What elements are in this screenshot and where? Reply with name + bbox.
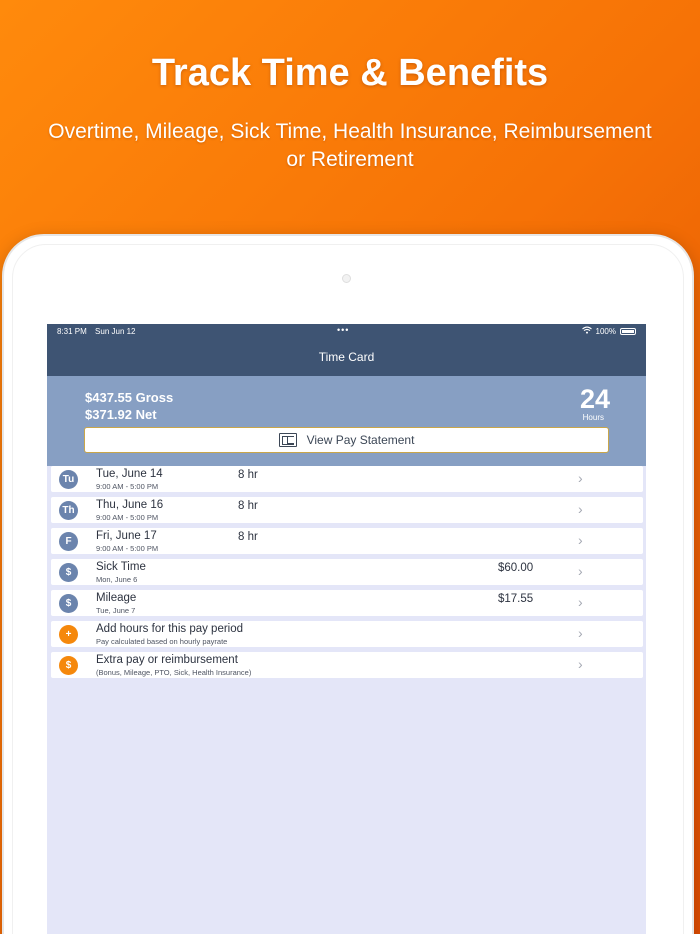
chevron-right-icon: › [578, 470, 583, 486]
app-screen [47, 324, 646, 934]
entry-title: Fri, June 17 [96, 530, 157, 542]
chevron-right-icon: › [578, 532, 583, 548]
day-badge-icon: F [59, 532, 78, 551]
entry-subtitle: Mon, June 6 [96, 575, 138, 584]
entry-subtitle: 9:00 AM - 5:00 PM [96, 544, 159, 553]
entry-title: Extra pay or reimbursement [96, 654, 238, 666]
entry-subtitle: 9:00 AM - 5:00 PM [96, 482, 159, 491]
chevron-right-icon: › [578, 563, 583, 579]
entry-hours: 8 hr [238, 531, 258, 543]
multitask-dots-icon[interactable]: ••• [337, 325, 350, 335]
status-bar [47, 324, 646, 338]
hours-label: Hours [582, 413, 604, 422]
chevron-right-icon: › [578, 625, 583, 641]
promo-headline: Track Time & Benefits [151, 52, 549, 94]
view-pay-statement-button[interactable] [84, 427, 609, 453]
pay-summary [47, 376, 646, 466]
entry-hours: 8 hr [238, 469, 258, 481]
extra-pay-button[interactable] [51, 652, 643, 678]
chevron-right-icon: › [578, 656, 583, 672]
entry-subtitle: (Bonus, Mileage, PTO, Sick, Health Insurance) [96, 668, 252, 677]
entry-title: Mileage [96, 592, 137, 604]
nav-bar [47, 338, 646, 376]
dollar-icon: $ [59, 563, 78, 582]
entry-title: Tue, June 14 [96, 468, 163, 480]
entry-title: Thu, June 16 [96, 499, 164, 511]
page-title: Time Card [318, 350, 375, 364]
dollar-icon: $ [59, 594, 78, 613]
day-badge-icon: Th [59, 501, 78, 520]
gross-pay: $437.55 Gross [85, 390, 174, 405]
list-item[interactable] [51, 528, 643, 554]
list-item[interactable] [51, 466, 643, 492]
dollar-icon: $ [59, 656, 78, 675]
camera-icon [342, 274, 351, 283]
battery-percent: 100% [595, 326, 616, 336]
entry-amount: $17.55 [498, 593, 534, 605]
battery-icon [620, 328, 636, 335]
add-hours-button[interactable] [51, 621, 643, 647]
list-item[interactable] [51, 590, 643, 616]
list-item[interactable] [51, 497, 643, 523]
chevron-right-icon: › [578, 594, 583, 610]
status-time: 8:31 PM [57, 326, 87, 336]
list-item[interactable] [51, 559, 643, 585]
plus-icon: + [59, 625, 78, 644]
day-badge-icon: Tu [59, 470, 78, 489]
hours-total: 24 [579, 384, 610, 414]
status-date: Sun Jun 12 [95, 326, 136, 336]
entry-amount: $60.00 [498, 562, 534, 574]
tablet-frame [4, 236, 692, 934]
entry-subtitle: Pay calculated based on hourly payrate [96, 637, 228, 646]
entry-title: Sick Time [96, 561, 146, 573]
wifi-icon [582, 326, 592, 336]
net-pay: $371.92 Net [85, 407, 157, 422]
promo-subline: Overtime, Mileage, Sick Time, Health Insurance, Reimbursement or Retirement [48, 120, 652, 171]
entry-subtitle: Tue, June 7 [96, 606, 136, 615]
entry-title: Add hours for this pay period [96, 623, 244, 635]
time-card-list [51, 466, 643, 683]
chevron-right-icon: › [578, 501, 583, 517]
entry-hours: 8 hr [238, 500, 258, 512]
pay-statement-icon [279, 433, 297, 447]
view-pay-statement-label: View Pay Statement [306, 433, 415, 447]
entry-subtitle: 9:00 AM - 5:00 PM [96, 513, 159, 522]
